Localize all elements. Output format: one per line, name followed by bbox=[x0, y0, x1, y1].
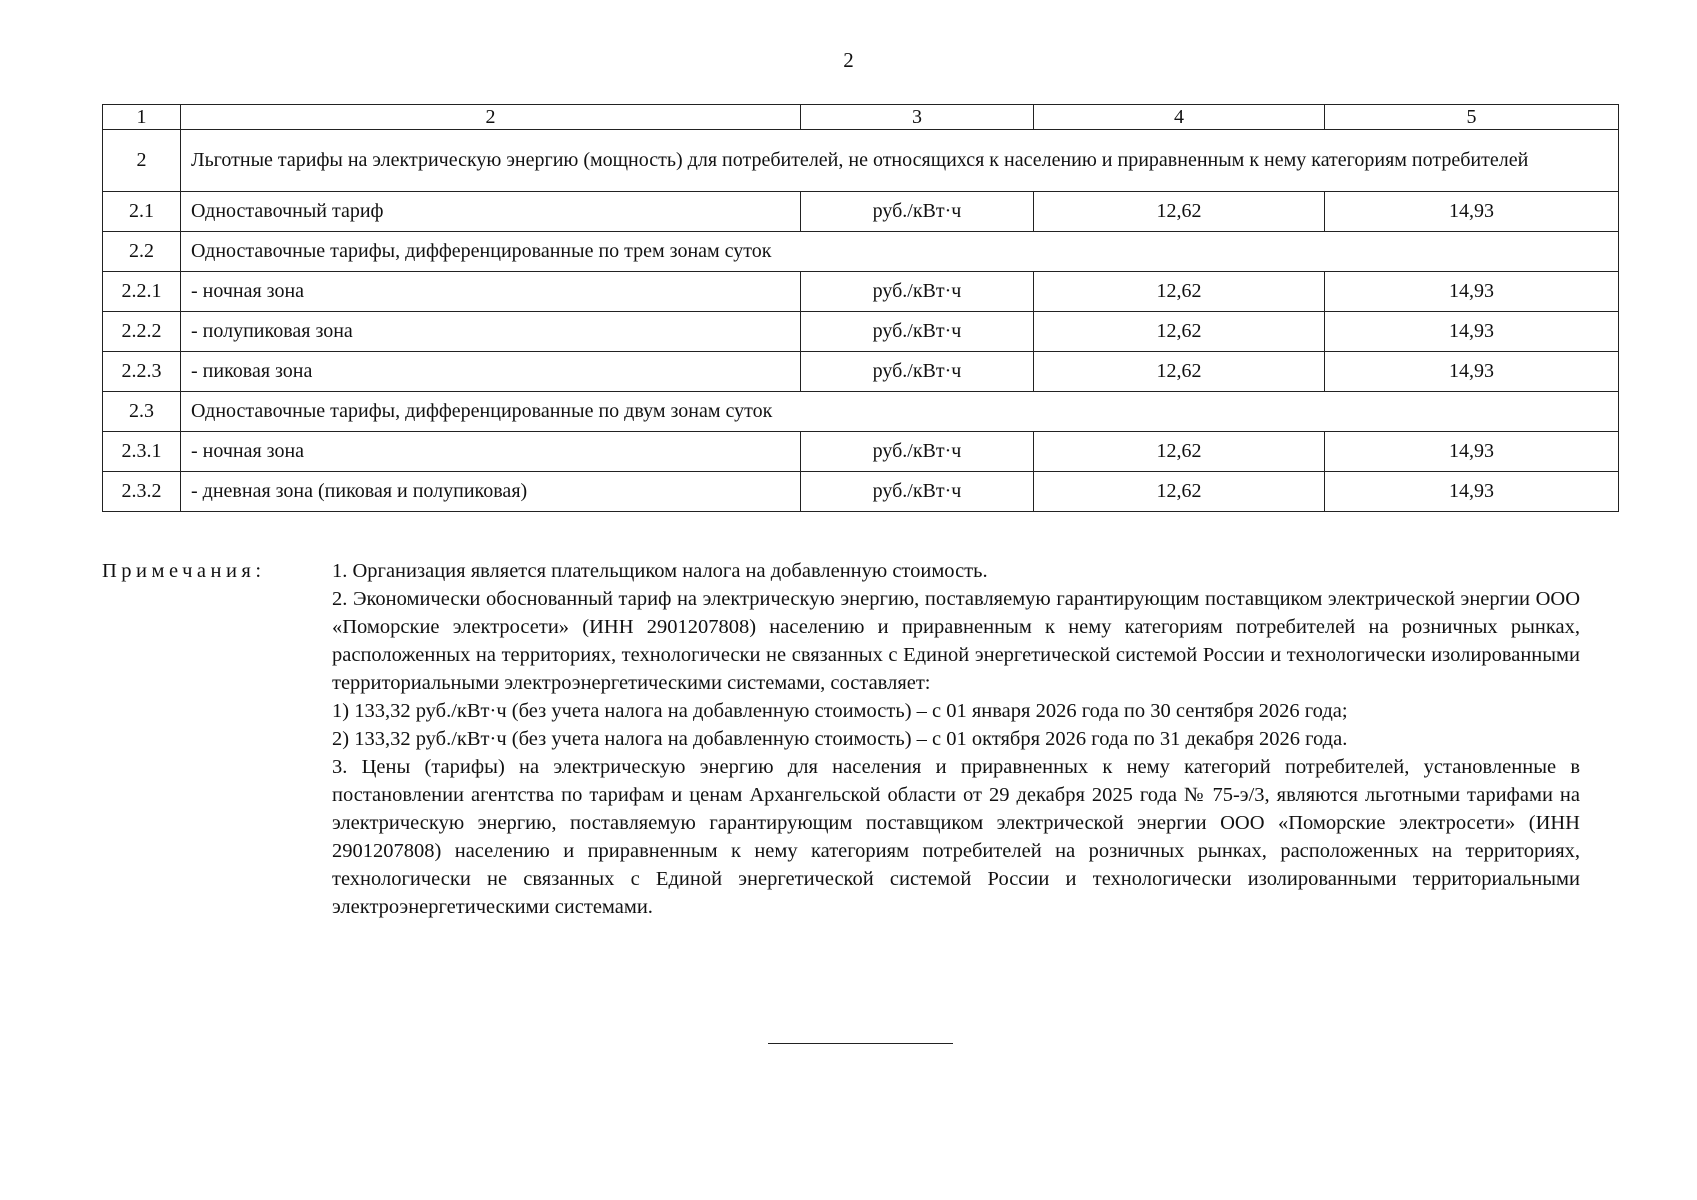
row-name: - пиковая зона bbox=[181, 352, 801, 392]
row-number: 2.3.2 bbox=[103, 472, 181, 512]
row-name: - ночная зона bbox=[181, 272, 801, 312]
section-row bbox=[103, 130, 1619, 192]
tariff-table bbox=[102, 104, 1619, 512]
notes-label: Примечания: bbox=[102, 560, 266, 582]
row-number: 2 bbox=[103, 130, 181, 192]
row-name: Одноставочный тариф bbox=[181, 192, 801, 232]
table-row bbox=[103, 312, 1619, 352]
row-value-col4: 12,62 bbox=[1034, 352, 1325, 392]
row-value-col4: 12,62 bbox=[1034, 192, 1325, 232]
note-item: 1) 133,32 руб./кВт·ч (без учета налога на добавленную стоимость) – с 01 января 2026 года по 30 сентября 2026 года; bbox=[332, 700, 1348, 722]
subheading-row bbox=[103, 392, 1619, 432]
note-item: 3. Цены (тарифы) на электрическую энергию для населения и приравненных к нему категорий потребителей, установленные в постановлении агентства по тарифам и ценам Архангельской области от 29 декабря 2025 года № 75-э/3, являются льготными тарифами на электрическую энергию, поставляемую гарантирующим поставщиком электрической энергии ООО «Поморские электросети» (ИНН 2901207808) населению и приравненным к нему категориям потребителей на розничных рынках, расположенных на территориях, технологически не связанных с Единой энергетической системой России и технологически изолированными территориальными электроэнергетическими системами. bbox=[332, 756, 1580, 918]
row-number: 2.3 bbox=[103, 392, 181, 432]
row-number: 2.1 bbox=[103, 192, 181, 232]
row-name: - ночная зона bbox=[181, 432, 801, 472]
header-cell: 4 bbox=[1034, 105, 1325, 130]
row-name: Одноставочные тарифы, дифференцированные по трем зонам суток bbox=[181, 232, 1619, 272]
table-row bbox=[103, 272, 1619, 312]
header-cell: 1 bbox=[103, 105, 181, 130]
row-unit: руб./кВт·ч bbox=[801, 312, 1034, 352]
row-name: - дневная зона (пиковая и полупиковая) bbox=[181, 472, 801, 512]
table-row bbox=[103, 352, 1619, 392]
row-value-col5: 14,93 bbox=[1325, 432, 1619, 472]
row-number: 2.2 bbox=[103, 232, 181, 272]
page-number: 2 bbox=[843, 48, 854, 72]
row-value-col5: 14,93 bbox=[1325, 352, 1619, 392]
header-cell: 2 bbox=[181, 105, 801, 130]
row-value-col4: 12,62 bbox=[1034, 432, 1325, 472]
note-item: 2. Экономически обоснованный тариф на электрическую энергию, поставляемую гарантирующим поставщиком электрической энергии ООО «Поморские электросети» (ИНН 2901207808) населению и приравненным к нему категориям потребителей на розничных рынках, расположенных на территориях, технологически не связанных с Единой энергетической системой России и технологически изолированными территориальными электроэнергетическими системами, составляет: bbox=[332, 588, 1580, 694]
table-row bbox=[103, 192, 1619, 232]
row-unit: руб./кВт·ч bbox=[801, 472, 1034, 512]
row-name: Одноставочные тарифы, дифференцированные по двум зонам суток bbox=[181, 392, 1619, 432]
row-unit: руб./кВт·ч bbox=[801, 352, 1034, 392]
row-number: 2.2.3 bbox=[103, 352, 181, 392]
subheading-row bbox=[103, 232, 1619, 272]
row-name: - полупиковая зона bbox=[181, 312, 801, 352]
row-value-col5: 14,93 bbox=[1325, 472, 1619, 512]
row-number: 2.2.1 bbox=[103, 272, 181, 312]
note-item: 2) 133,32 руб./кВт·ч (без учета налога на добавленную стоимость) – с 01 октября 2026 года по 31 декабря 2026 года. bbox=[332, 728, 1348, 750]
row-value-col4: 12,62 bbox=[1034, 472, 1325, 512]
row-value-col5: 14,93 bbox=[1325, 192, 1619, 232]
row-value-col5: 14,93 bbox=[1325, 312, 1619, 352]
header-cell: 3 bbox=[801, 105, 1034, 130]
header-cell: 5 bbox=[1325, 105, 1619, 130]
row-value-col4: 12,62 bbox=[1034, 312, 1325, 352]
row-value-col5: 14,93 bbox=[1325, 272, 1619, 312]
row-number: 2.3.1 bbox=[103, 432, 181, 472]
row-number: 2.2.2 bbox=[103, 312, 181, 352]
table-row bbox=[103, 472, 1619, 512]
table-header-row bbox=[103, 105, 1619, 130]
row-unit: руб./кВт·ч bbox=[801, 272, 1034, 312]
row-value-col4: 12,62 bbox=[1034, 272, 1325, 312]
notes-body bbox=[332, 557, 1580, 921]
section-title: Льготные тарифы на электрическую энергию (мощность) для потребителей, не относящихся к населению и приравненным к нему категориям потребителей bbox=[181, 130, 1619, 192]
note-item: 1. Организация является плательщиком налога на добавленную стоимость. bbox=[332, 560, 988, 582]
row-unit: руб./кВт·ч bbox=[801, 192, 1034, 232]
row-unit: руб./кВт·ч bbox=[801, 432, 1034, 472]
end-divider bbox=[768, 1043, 953, 1044]
table-row bbox=[103, 432, 1619, 472]
